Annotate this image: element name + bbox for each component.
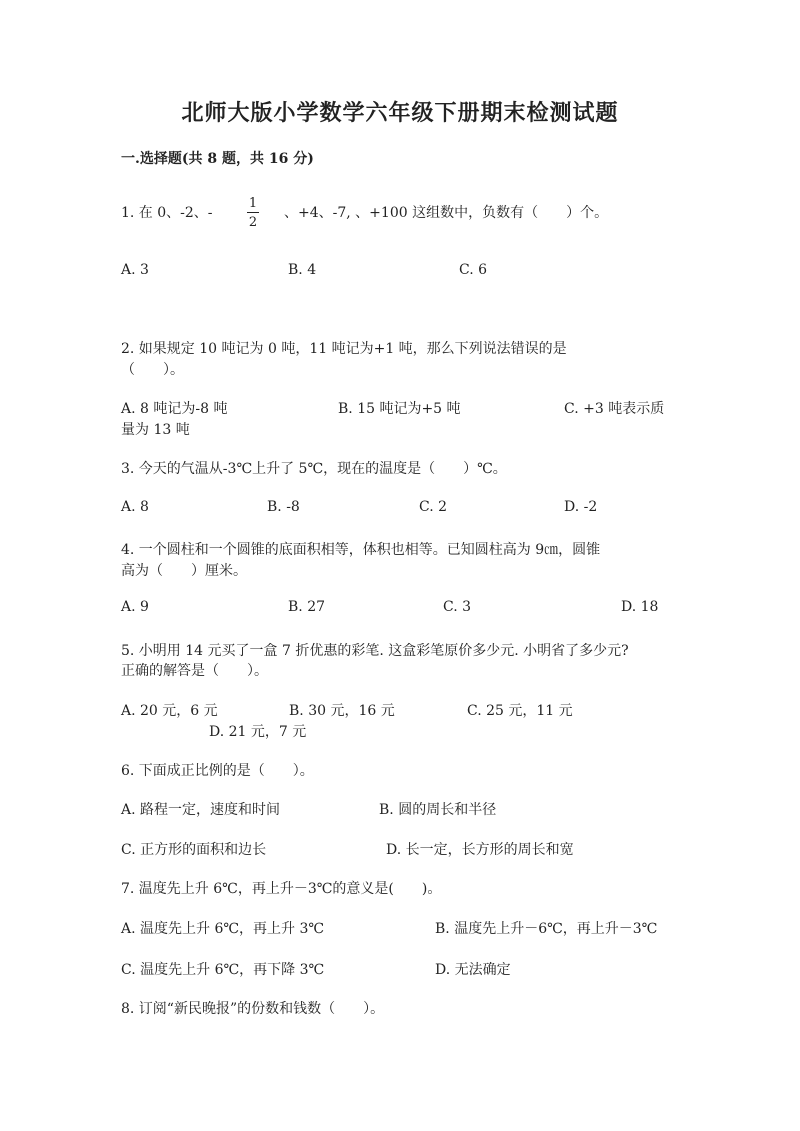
question-8-text: 8. 订阅“新民晚报”的份数和钱数（ ）。 bbox=[121, 1001, 385, 1017]
question-6-text: 6. 下面成正比例的是（ ）。 bbox=[121, 763, 314, 779]
question-1-option-a: A. 3 bbox=[121, 262, 149, 278]
question-3-text: 3. 今天的气温从-3℃上升了 5℃，现在的温度是（ ）℃。 bbox=[121, 461, 507, 477]
section-heading: 一.选择题(共 8 题，共 16 分) bbox=[121, 151, 314, 167]
question-7-text: 7. 温度先上升 6℃，再上升－3℃的意义是( )。 bbox=[121, 881, 442, 897]
page-title: 北师大版小学数学六年级下册期末检测试题 bbox=[181, 100, 619, 126]
question-4-line-2: 高为（ ）厘米。 bbox=[121, 563, 247, 579]
question-2-option-b: B. 15 吨记为+5 吨 bbox=[338, 401, 461, 417]
question-3-option-b: B. -8 bbox=[267, 499, 300, 515]
question-6-option-d: D. 长一定，长方形的周长和宽 bbox=[386, 842, 574, 858]
question-1-text-end: 、+4、-7, 、+100 这组数中，负数有（ ）个。 bbox=[284, 205, 609, 221]
question-4-option-b: B. 27 bbox=[288, 599, 326, 615]
question-1-option-c: C. 6 bbox=[459, 262, 488, 278]
question-2-option-a: A. 8 吨记为-8 吨 bbox=[121, 401, 228, 417]
question-2-line-1: 2. 如果规定 10 吨记为 0 吨，11 吨记为+1 吨，那么下列说法错误的是 bbox=[121, 341, 567, 357]
question-3-option-c: C. 2 bbox=[419, 499, 448, 515]
fraction-numerator: 1 bbox=[248, 196, 258, 211]
question-3-option-a: A. 8 bbox=[121, 499, 149, 515]
fraction-bar bbox=[247, 212, 259, 213]
question-5-option-b: B. 30 元，16 元 bbox=[289, 703, 395, 719]
question-3-option-d: D. -2 bbox=[564, 499, 598, 515]
question-7-option-d: D. 无法确定 bbox=[435, 962, 511, 978]
question-2-option-c: C. +3 吨表示质 bbox=[564, 401, 665, 417]
question-1-option-b: B. 4 bbox=[288, 262, 317, 278]
fraction-denominator: 2 bbox=[248, 215, 258, 230]
question-2-option-c-cont: 量为 13 吨 bbox=[121, 422, 190, 438]
question-4-option-d: D. 18 bbox=[621, 599, 659, 615]
question-1-text-start: 1. 在 0、-2、- bbox=[121, 205, 213, 221]
question-2-line-2: （ ）。 bbox=[121, 362, 184, 378]
question-5-line-1: 5. 小明用 14 元买了一盒 7 折优惠的彩笔. 这盒彩笔原价多少元. 小明省了多少元? bbox=[121, 643, 629, 659]
question-4-option-c: C. 3 bbox=[443, 599, 472, 615]
question-6-option-c: C. 正方形的面积和边长 bbox=[121, 842, 267, 858]
question-4-option-a: A. 9 bbox=[121, 599, 149, 615]
question-5-line-2: 正确的解答是（ ）。 bbox=[121, 663, 268, 679]
question-5-option-d: D. 21 元，7 元 bbox=[209, 724, 307, 740]
question-7-option-b: B. 温度先上升－6℃，再上升－3℃ bbox=[435, 921, 658, 937]
question-7-option-a: A. 温度先上升 6℃，再上升 3℃ bbox=[121, 921, 325, 937]
question-5-option-c: C. 25 元，11 元 bbox=[467, 703, 573, 719]
question-6-option-a: A. 路程一定，速度和时间 bbox=[121, 802, 281, 818]
question-7-option-c: C. 温度先上升 6℃，再下降 3℃ bbox=[121, 962, 325, 978]
question-6-option-b: B. 圆的周长和半径 bbox=[379, 802, 497, 818]
question-5-option-a: A. 20 元，6 元 bbox=[121, 703, 218, 719]
question-4-line-1: 4. 一个圆柱和一个圆锥的底面积相等，体积也相等。已知圆柱高为 9㎝，圆锥 bbox=[121, 542, 601, 558]
